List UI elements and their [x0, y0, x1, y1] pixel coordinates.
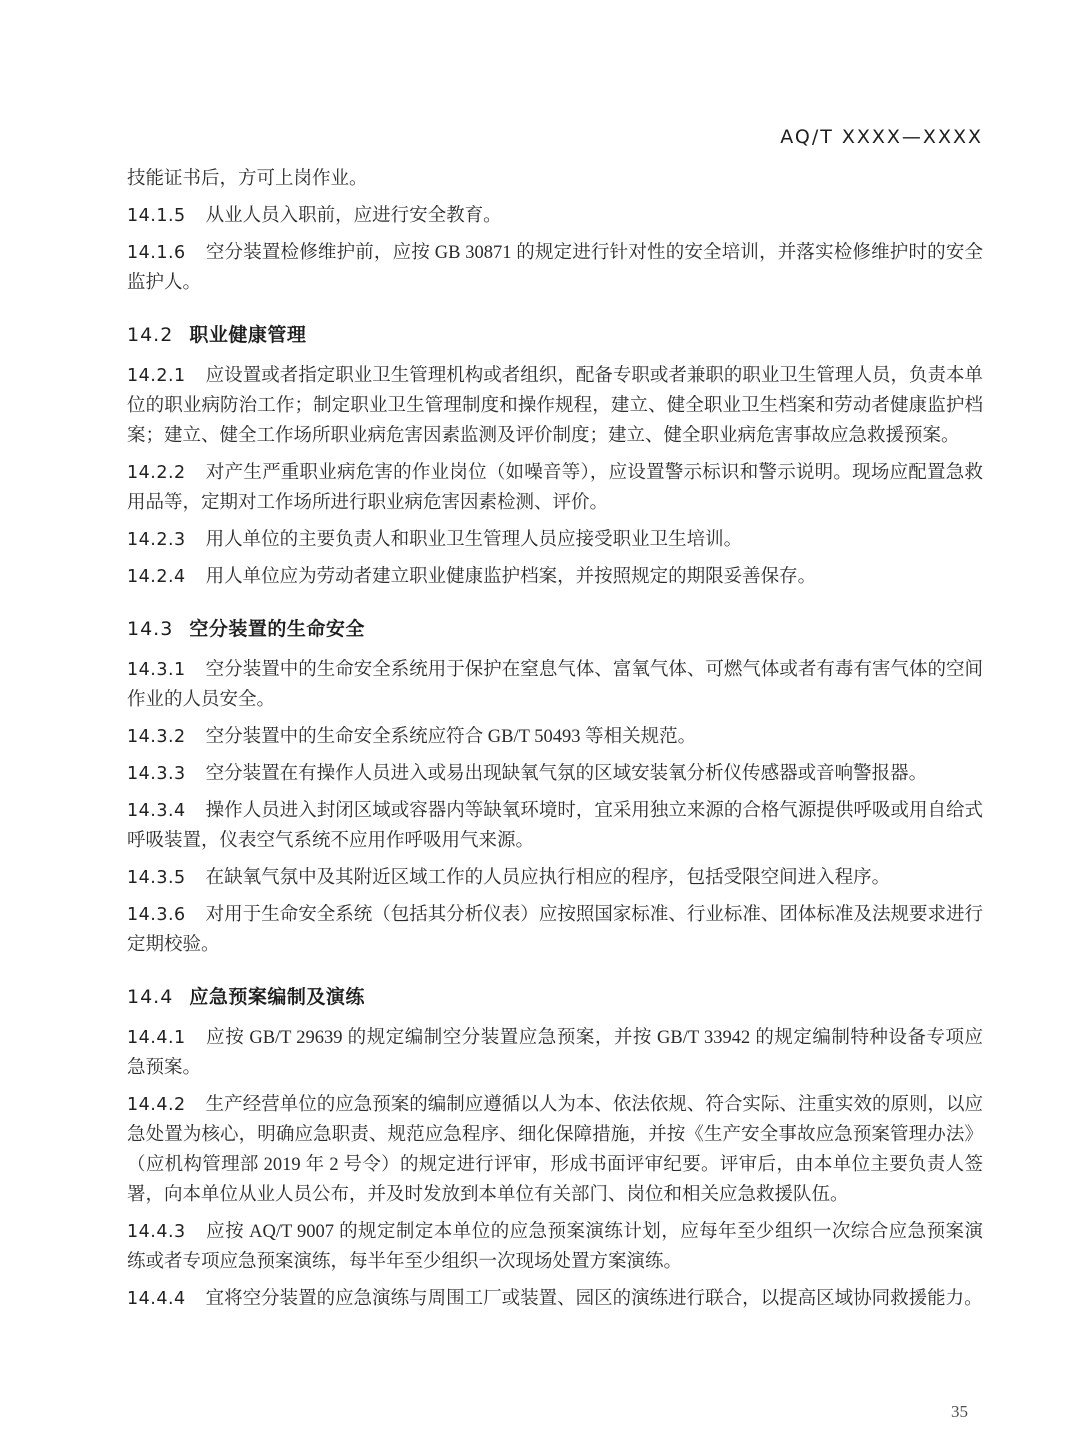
section-heading — [127, 614, 983, 641]
clause-paragraph — [127, 1090, 983, 1210]
clause-number: 14.3.2 — [127, 727, 186, 747]
clause-paragraph — [127, 796, 983, 856]
clause-number: 14.3.6 — [127, 905, 186, 925]
section-title: 职业健康管理 — [189, 324, 307, 346]
clause-number: 14.3.3 — [127, 764, 186, 784]
clause-number: 14.1.5 — [127, 206, 186, 226]
clause-text: 空分装置中的生命安全系统用于保护在窒息气体、富氧气体、可燃气体或者有毒有害气体的空间作业的人员安全。 — [127, 660, 983, 710]
clause-number: 14.3.5 — [127, 868, 186, 888]
clause-number: 14.1.6 — [127, 243, 186, 263]
clause-paragraph — [127, 1023, 983, 1083]
continued-paragraph — [127, 164, 983, 194]
clause-paragraph — [127, 458, 983, 518]
clause-paragraph — [127, 201, 983, 231]
clause-paragraph — [127, 863, 983, 893]
clause-paragraph — [127, 722, 983, 752]
section-title: 空分装置的生命安全 — [189, 618, 365, 640]
clause-text: 空分装置中的生命安全系统应符合 GB/T 50493 等相关规范。 — [205, 727, 697, 747]
clause-paragraph — [127, 900, 983, 960]
clause-number: 14.3.1 — [127, 660, 186, 680]
clause-text: 操作人员进入封闭区域或容器内等缺氧环境时，宜采用独立来源的合格气源提供呼吸或用自给式呼吸装置，仪表空气系统不应用作呼吸用气来源。 — [127, 801, 983, 851]
clause-text: 空分装置检修维护前，应按 GB 30871 的规定进行针对性的安全培训，并落实检修维护时的安全监护人。 — [127, 243, 983, 293]
clause-number: 14.2.1 — [127, 366, 186, 386]
clause-text: 应按 AQ/T 9007 的规定制定本单位的应急预案演练计划，应每年至少组织一次综合应急预案演练或者专项应急预案演练，每半年至少组织一次现场处置方案演练。 — [127, 1222, 983, 1272]
clause-text: 应按 GB/T 29639 的规定编制空分装置应急预案，并按 GB/T 33942 的规定编制特种设备专项应急预案。 — [127, 1028, 983, 1078]
clause-text: 技能证书后，方可上岗作业。 — [127, 169, 368, 189]
clause-number: 14.4.3 — [127, 1222, 186, 1242]
clause-text: 空分装置在有操作人员进入或易出现缺氧气氛的区域安装氧分析仪传感器或音响警报器。 — [205, 764, 928, 784]
page-number: 35 — [951, 1402, 968, 1421]
clause-number: 14.2.3 — [127, 530, 186, 550]
clause-number: 14.3.4 — [127, 801, 186, 821]
clause-number: 14.4.2 — [127, 1095, 186, 1115]
clause-paragraph — [127, 562, 983, 592]
standard-code-header: AQ/T XXXX—XXXX — [780, 126, 983, 148]
section-number: 14.4 — [127, 986, 174, 1008]
clause-text: 对用于生命安全系统（包括其分析仪表）应按照国家标准、行业标准、团体标准及法规要求进行定期校验。 — [127, 905, 983, 955]
page-content — [127, 126, 983, 1321]
clause-text: 宜将空分装置的应急演练与周围工厂或装置、园区的演练进行联合，以提高区域协同救援能力。 — [205, 1289, 983, 1309]
section-number: 14.2 — [127, 324, 174, 346]
clause-paragraph — [127, 1284, 983, 1314]
section-title: 应急预案编制及演练 — [189, 986, 365, 1008]
section-heading — [127, 982, 983, 1009]
clause-text: 对产生严重职业病危害的作业岗位（如噪音等），应设置警示标识和警示说明。现场应配置急救用品等，定期对工作场所进行职业病危害因素检测、评价。 — [127, 463, 983, 513]
clause-text: 应设置或者指定职业卫生管理机构或者组织，配备专职或者兼职的职业卫生管理人员，负责本单位的职业病防治工作；制定职业卫生管理制度和操作规程，建立、健全职业卫生档案和劳动者健康监护档案；建立、健全工作场所职业病危害因素监测及评价制度；建立、健全职业病危害事故应急救援预案。 — [127, 366, 983, 446]
clause-number: 14.2.2 — [127, 463, 186, 483]
clause-paragraph — [127, 361, 983, 451]
document-body — [127, 164, 983, 1314]
section-heading — [127, 320, 983, 347]
clause-paragraph — [127, 655, 983, 715]
clause-text: 在缺氧气氛中及其附近区域工作的人员应执行相应的程序，包括受限空间进入程序。 — [205, 868, 891, 888]
clause-text: 用人单位应为劳动者建立职业健康监护档案，并按照规定的期限妥善保存。 — [205, 567, 817, 587]
clause-paragraph — [127, 525, 983, 555]
section-number: 14.3 — [127, 618, 174, 640]
clause-text: 生产经营单位的应急预案的编制应遵循以人为本、依法依规、符合实际、注重实效的原则，以应急处置为核心，明确应急职责、规范应急程序、细化保障措施，并按《生产安全事故应急预案管理办法》（应机构管理部 2019 年 2 号令）的规定进行评审，形成书面评审纪要。评审后，由本单位主要负责人签署，向本单位从业人员公布，并及时发放到本单位有关部门、岗位和相关应急救援队伍。 — [127, 1095, 983, 1205]
clause-paragraph — [127, 1217, 983, 1277]
clause-number: 14.2.4 — [127, 567, 186, 587]
clause-number: 14.4.1 — [127, 1028, 186, 1048]
clause-text: 用人单位的主要负责人和职业卫生管理人员应接受职业卫生培训。 — [205, 530, 743, 550]
clause-number: 14.4.4 — [127, 1289, 186, 1309]
clause-text: 从业人员入职前，应进行安全教育。 — [205, 206, 502, 226]
clause-paragraph — [127, 238, 983, 298]
clause-paragraph — [127, 759, 983, 789]
